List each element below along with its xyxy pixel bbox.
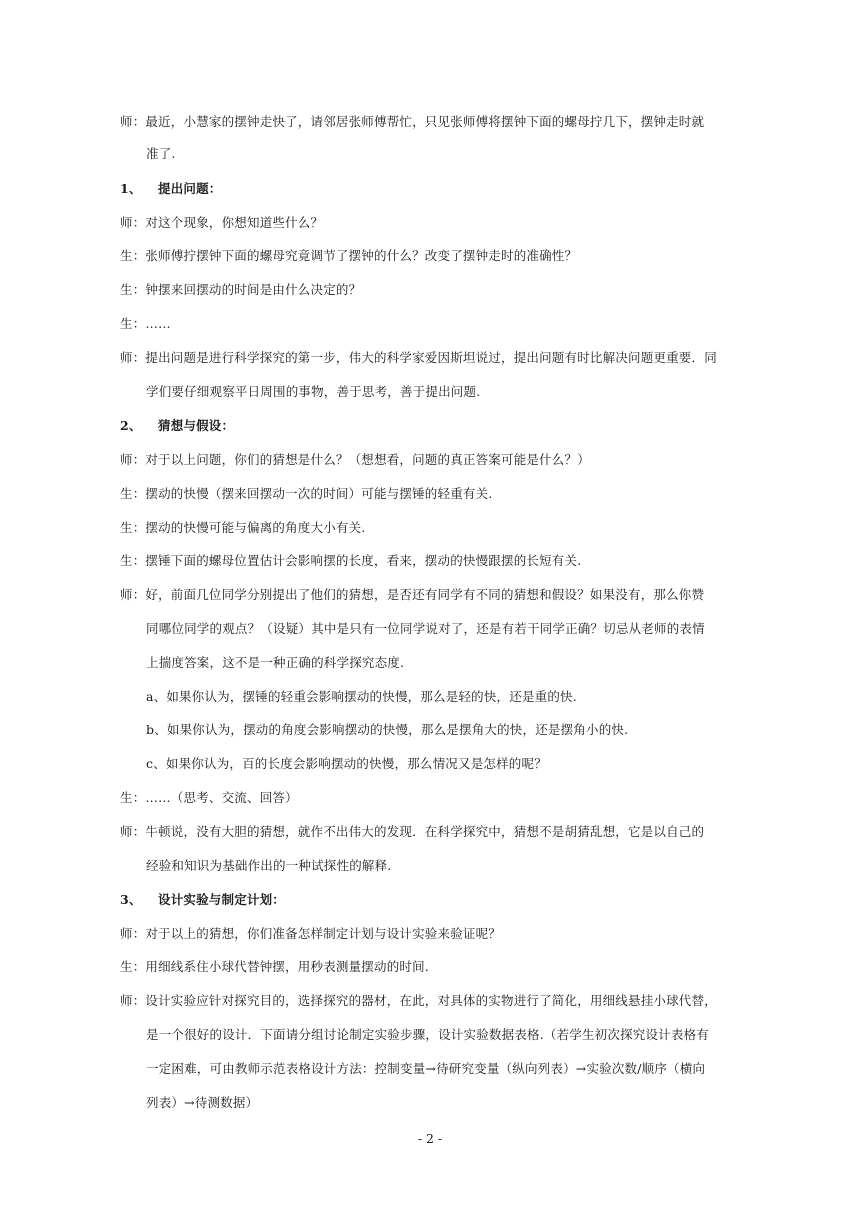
section-heading-2 bbox=[120, 418, 234, 434]
paragraph-line: 师：对于以上的猜想，你们准备怎样制定计划与设计实验来验证呢？ bbox=[120, 926, 502, 941]
paragraph-line: 经验和知识为基础作出的一种试探性的解释. bbox=[146, 858, 392, 873]
paragraph-line: 师：提出问题是进行科学探究的第一步，伟大的科学家爱因斯坦说过，提出问题有时比解决问题更重要．同 bbox=[120, 350, 717, 365]
paragraph-line: 上揣度答案，这不是一种正确的科学探究态度. bbox=[146, 655, 405, 670]
paragraph-line: 是一个很好的设计．下面请分组讨论制定实验步骤，设计实验数据表格.（若学生初次探究设计表格有 bbox=[146, 1027, 709, 1042]
section-number: 1、 bbox=[120, 181, 142, 196]
section-title: 提出问题： bbox=[158, 181, 222, 196]
section-title: 设计实验与制定计划： bbox=[158, 892, 286, 907]
paragraph-line: 生：张师傅拧摆钟下面的螺母究竟调节了摆钟的什么？改变了摆钟走时的准确性？ bbox=[120, 248, 578, 263]
paragraph-line: 生：钟摆来回摆动的时间是由什么决定的？ bbox=[120, 282, 362, 297]
section-number: 3、 bbox=[120, 892, 142, 907]
paragraph-line: 同哪位同学的观点？（设疑）其中是只有一位同学说对了，还是有若干同学正确？切忌从老师的表情 bbox=[146, 621, 705, 636]
paragraph-line: 生：摆锤下面的螺母位置估计会影响摆的长度，看来，摆动的快慢跟摆的长短有关. bbox=[120, 553, 582, 568]
paragraph-line: 师：对这个现象，你想知道些什么？ bbox=[120, 215, 324, 230]
section-number: 2、 bbox=[120, 418, 142, 433]
paragraph-line: 生：…… bbox=[120, 316, 171, 331]
paragraph-line: 一定困难，可由教师示范表格设计方法：控制变量→待研究变量（纵向列表）→实验次数/顺序（横向 bbox=[146, 1061, 706, 1076]
paragraph-line: 生：用细线系住小球代替钟摆，用秒表测量摆动的时间. bbox=[120, 959, 429, 974]
page-number: - 2 - bbox=[417, 1131, 443, 1146]
paragraph-line: 生：摆动的快慢可能与偏离的角度大小有关. bbox=[120, 520, 366, 535]
paragraph-line: 师：对于以上问题，你们的猜想是什么？（想想看，问题的真正答案可能是什么？） bbox=[120, 452, 590, 467]
paragraph-line: 准了. bbox=[146, 146, 176, 161]
list-item-b: b、如果你认为，摆动的角度会影响摆动的快慢，那么是摆角大的快，还是摆角小的快. bbox=[146, 722, 629, 737]
section-title: 猜想与假设： bbox=[158, 418, 235, 433]
paragraph-line: 生：……（思考、交流、回答） bbox=[120, 790, 298, 805]
paragraph-line: 师：最近，小慧家的摆钟走快了，请邻居张师傅帮忙，只见张师傅将摆钟下面的螺母拧几下，摆钟走时就 bbox=[120, 114, 705, 129]
paragraph-line: 师：牛顿说，没有大胆的猜想，就作不出伟大的发现．在科学探究中，猜想不是胡猜乱想，它是以自己的 bbox=[120, 824, 705, 839]
paragraph-line: 列表）→待测数据） bbox=[146, 1095, 259, 1110]
list-item-c: c、如果你认为，百的长度会影响摆动的快慢，那么情况又是怎样的呢？ bbox=[146, 756, 547, 771]
paragraph-line: 师：好，前面几位同学分别提出了他们的猜想，是否还有同学有不同的猜想和假设？如果没有，那么你赞 bbox=[120, 587, 705, 602]
list-item-a: a、如果你认为，摆锤的轻重会影响摆动的快慢，那么是轻的快，还是重的快. bbox=[146, 689, 577, 704]
paragraph-line: 师：设计实验应针对探究目的，选择探究的器材，在此，对具体的实物进行了简化，用细线悬挂小球代替， bbox=[120, 993, 717, 1008]
paragraph-line: 学们要仔细观察平日周围的事物，善于思考，善于提出问题. bbox=[146, 384, 481, 399]
paragraph-line: 生：摆动的快慢（摆来回摆动一次的时间）可能与摆锤的轻重有关. bbox=[120, 486, 493, 501]
section-heading-3 bbox=[120, 892, 285, 908]
section-heading-1 bbox=[120, 181, 222, 197]
